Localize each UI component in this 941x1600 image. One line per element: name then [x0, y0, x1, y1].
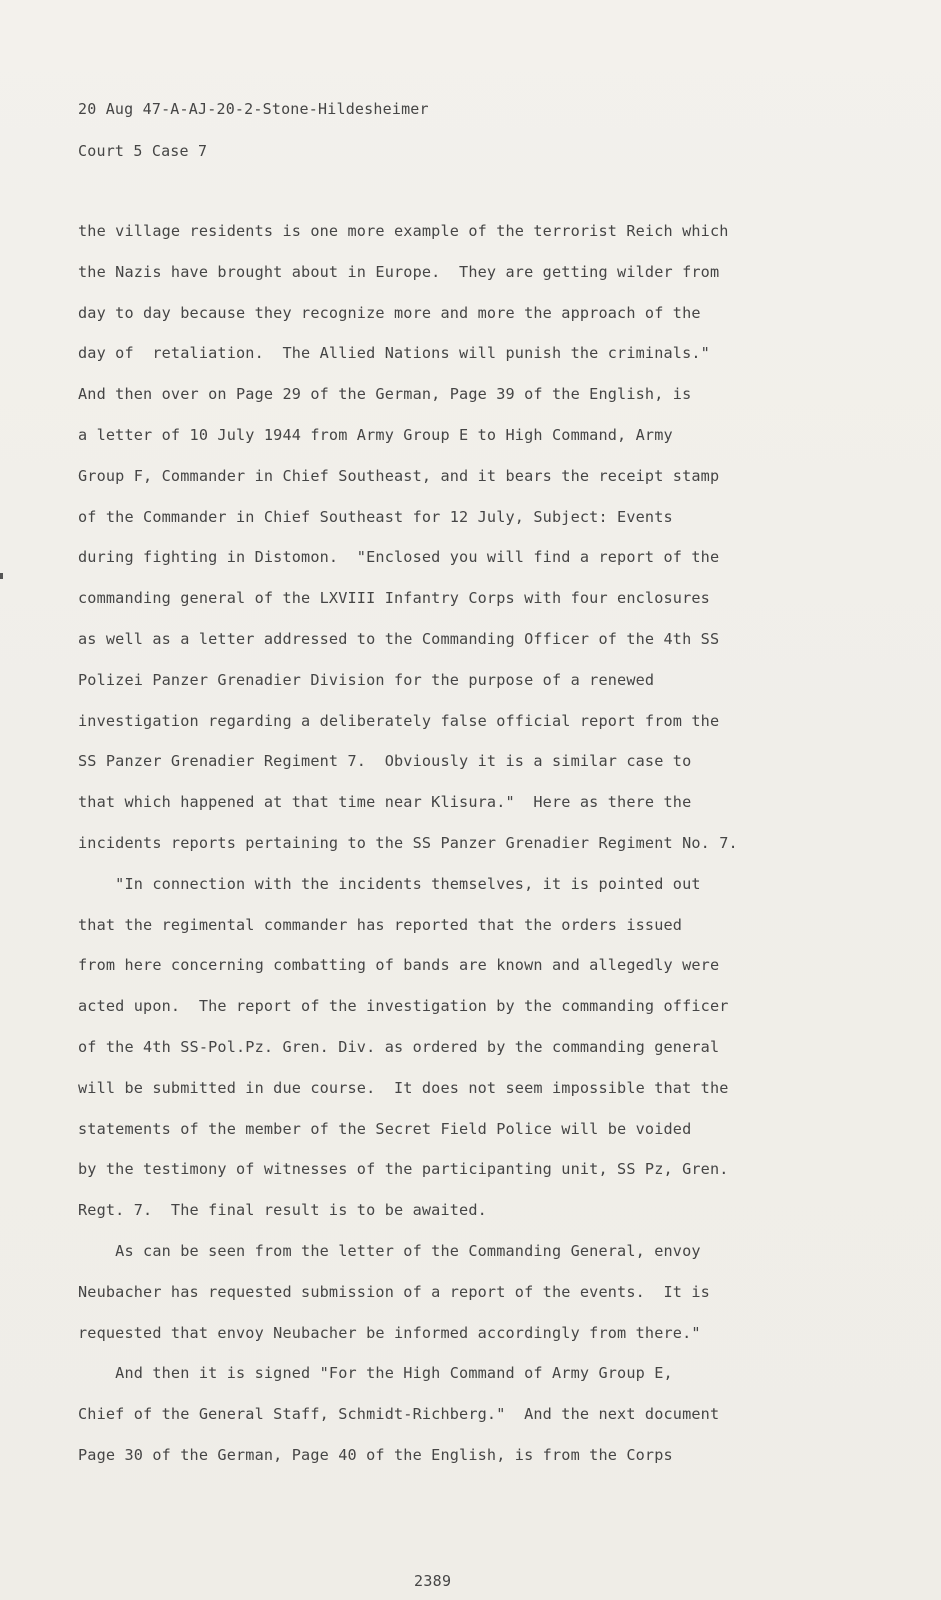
text-line: day to day because they recognize more and more the approach of the [78, 303, 701, 322]
text-line: will be submitted in due course. It does not seem impossible that the [78, 1078, 729, 1097]
text-line: incidents reports pertaining to the SS Panzer Grenadier Regiment No. 7. [78, 833, 738, 852]
text-line: statements of the member of the Secret Field Police will be voided [78, 1119, 692, 1138]
page-number: 2389 [414, 1572, 452, 1590]
text-line: as well as a letter addressed to the Commanding Officer of the 4th SS [78, 629, 720, 648]
margin-mark [0, 573, 3, 579]
text-line: Chief of the General Staff, Schmidt-Richberg." And the next document [78, 1405, 720, 1424]
text-line: And then over on Page 29 of the German, Page 39 of the English, is [78, 385, 692, 404]
text-line: Polizei Panzer Grenadier Division for the purpose of a renewed [78, 670, 655, 689]
text-line: As can be seen from the letter of the Commanding General, envoy [78, 1241, 701, 1260]
text-line: the village residents is one more example of the terrorist Reich which [78, 222, 729, 240]
text-line: of the Commander in Chief Southeast for 12 July, Subject: Events [78, 507, 673, 526]
transcript-body [78, 220, 908, 1485]
text-line: during fighting in Distomon. "Enclosed you will find a report of the [78, 548, 720, 567]
text-line: Group F, Commander in Chief Southeast, and it bears the receipt stamp [78, 466, 720, 485]
text-line: Regt. 7. The final result is to be awaited. [78, 1201, 487, 1220]
text-line: acted upon. The report of the investigation by the commanding officer [78, 997, 729, 1016]
text-line: day of retaliation. The Allied Nations will punish the criminals." [78, 344, 710, 363]
text-line: from here concerning combatting of bands are known and allegedly were [78, 956, 720, 975]
text-line: that which happened at that time near Klisura." Here as there the [78, 793, 692, 812]
document-header [78, 98, 429, 162]
text-line: that the regimental commander has reported that the orders issued [78, 915, 683, 934]
court-line: Court 5 Case 7 [78, 142, 208, 160]
text-line: by the testimony of witnesses of the participanting unit, SS Pz, Gren. [78, 1160, 729, 1179]
text-line: Neubacher has requested submission of a report of the events. It is [78, 1282, 710, 1301]
text-line: commanding general of the LXVIII Infantry Corps with four enclosures [78, 589, 710, 608]
text-line: "In connection with the incidents themselves, it is pointed out [78, 874, 701, 893]
text-line: the Nazis have brought about in Europe. They are getting wilder from [78, 262, 720, 281]
text-line: SS Panzer Grenadier Regiment 7. Obviously it is a similar case to [78, 752, 692, 771]
reference-line: 20 Aug 47-A-AJ-20-2-Stone-Hildesheimer [78, 100, 429, 118]
text-line: Page 30 of the German, Page 40 of the English, is from the Corps [78, 1445, 673, 1464]
text-line: of the 4th SS-Pol.Pz. Gren. Div. as ordered by the commanding general [78, 1037, 720, 1056]
text-line: And then it is signed "For the High Command of Army Group E, [78, 1364, 673, 1383]
text-line: a letter of 10 July 1944 from Army Group E to High Command, Army [78, 425, 673, 444]
text-line: requested that envoy Neubacher be informed accordingly from there." [78, 1323, 701, 1342]
text-line: investigation regarding a deliberately false official report from the [78, 711, 720, 730]
